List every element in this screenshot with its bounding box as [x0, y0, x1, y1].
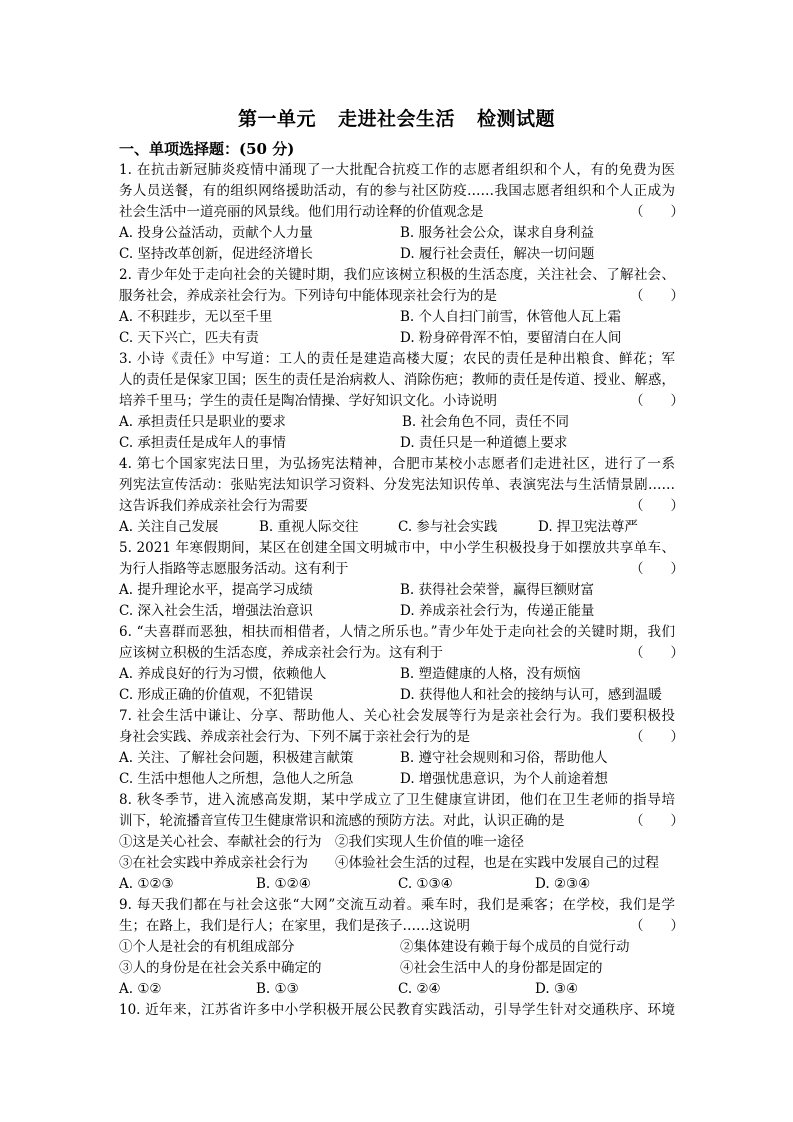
q8-statements-row-1: ①这是关心社会、奉献社会的行为 ②我们实现人生价值的唯一途径: [119, 834, 524, 850]
q4-stem-line-2: 列宪法宣传活动：张贴宪法知识学习资料、分发宪法知识传单、表演宪法与生活情景剧……: [119, 477, 675, 493]
q5-option-a: A. 提升理论水平，提高学习成绩: [119, 582, 313, 598]
q5-option-b: B. 获得社会荣誉，赢得巨额财富: [400, 582, 595, 598]
q7-options-row-2: [119, 769, 675, 790]
page-title: [0, 104, 793, 131]
q3-answer-bracket: （ ）: [630, 393, 684, 409]
q9-option-b: B. ①③: [256, 981, 299, 997]
q3-stem-line-3: 培养千里马；学生的责任是陶冶情操、学好知识文化。小诗说明: [119, 393, 497, 409]
q8-options-row: [119, 874, 675, 895]
q9-statements-row-1: [119, 937, 675, 958]
q1-options-row-2: [119, 244, 675, 265]
q4-option-d: D. 捍卫宪法尊严: [538, 519, 638, 535]
q7-stem-line-2: 身社会实践、养成亲社会行为、下列不属于亲社会行为的是: [119, 729, 470, 745]
q8-stem-line-2: 训下，轮流播音宣传卫生健康常识和流感的预防方法。对此，认识正确的是: [119, 813, 565, 829]
q8-statements-row-2: ③在社会实践中养成亲社会行为 ④体验社会生活的过程，也是在实践中发展自己的过程: [119, 855, 659, 871]
q3-option-a: A. 承担责任只是职业的要求: [119, 414, 286, 430]
q8-option-b: B. ①②④: [256, 876, 311, 892]
q6-options-row-2: [119, 685, 675, 706]
q6-option-d: D. 获得他人和社会的接纳与认可，感到温暖: [400, 687, 662, 703]
q2-answer-bracket: （ ）: [630, 288, 684, 304]
q2-option-b: B. 个人自扫门前雪，休管他人瓦上霜: [400, 309, 622, 325]
q6-options-row-1: [119, 664, 675, 685]
q7-option-d: D. 增强忧患意识，为个人前途着想: [400, 771, 608, 787]
q9-answer-bracket: （ ）: [630, 918, 684, 934]
q9-stem-line-1: 9. 每天我们都在与社会这张“大网”交流互动着。乘车时，我们是乘客；在学校，我们是学: [119, 897, 675, 913]
q9-statement-1: ①个人是社会的有机组成部分: [119, 939, 295, 955]
title-part-3: 检测试题: [477, 108, 556, 130]
q5-option-d: D. 养成亲社会行为，传递正能量: [400, 603, 595, 619]
q8-option-d: D. ②③④: [535, 876, 591, 892]
q3-stem-line-2: 人的责任是保家卫国；医生的责任是治病救人、消除伤疤；教师的责任是传道、授业、解惑，: [119, 372, 675, 388]
q10-stem-line-1: 10. 近年来，江苏省许多中小学积极开展公民教育实践活动，引导学生针对交通秩序、环境: [119, 1002, 675, 1018]
q4-option-b: B. 重视人际交往: [259, 519, 359, 535]
q7-option-c: C. 生活中想他人之所想，急他人之所急: [119, 771, 354, 787]
q9-options-row: [119, 979, 675, 1000]
q5-option-c: C. 深入社会生活，增强法治意识: [119, 603, 313, 619]
q8-option-a: A. ①②③: [119, 876, 174, 892]
q4-stem-line-1: 4. 第七个国家宪法日里，为弘扬宪法精神，合肥市某校小志愿者们走进社区，进行了一系: [119, 456, 675, 472]
q5-options-row-2: [119, 601, 675, 622]
title-part-1: 第一单元: [237, 108, 316, 130]
q4-option-a: A. 关注自己发展: [119, 519, 219, 535]
q4-option-c: C. 参与社会实践: [398, 519, 498, 535]
q9-statement-2: ②集体建设有赖于每个成员的自觉行动: [400, 939, 630, 955]
q7-option-a: A. 关注、了解社会问题，积极建言献策: [119, 750, 354, 766]
q5-stem-line-1: 5. 2021 年寒假期间，某区在创建全国文明城市中，中小学生积极投身于如摆放共享单车、: [119, 540, 675, 556]
q9-statement-3: ③人的身份是在社会关系中确定的: [119, 960, 322, 976]
q2-option-c: C. 天下兴亡，匹夫有责: [119, 330, 259, 346]
q3-option-c: C. 承担责任是成年人的事情: [119, 435, 286, 451]
q2-options-row-1: [119, 307, 675, 328]
q9-option-a: A. ①②: [119, 981, 162, 997]
q1-option-a: A. 投身公益活动，贡献个人力量: [119, 225, 313, 241]
q4-stem-line-3: 这告诉我们养成亲社会行为需要: [119, 498, 308, 514]
q9-stem-line-2: 生；在路上，我们是行人；在家里，我们是孩子……这说明: [119, 918, 470, 934]
q6-answer-bracket: （ ）: [630, 645, 684, 661]
q2-stem-line-1: 2. 青少年处于走向社会的关键时期，我们应该树立积极的生活态度，关注社会、了解社会、: [119, 267, 675, 283]
q9-option-c: C. ②④: [398, 981, 441, 997]
q9-option-d: D. ③④: [535, 981, 579, 997]
q6-stem-line-2: 应该树立积极的生活态度，养成亲社会行为。这有利于: [119, 645, 443, 661]
q1-stem-line-2: 务人员送餐，有的组织网络援助活动，有的参与社区防疫……我国志愿者组织和个人正成为: [119, 183, 675, 199]
q7-options-row-1: [119, 748, 675, 769]
q3-options-row-2: [119, 433, 675, 454]
q9-statements-row-2: [119, 958, 675, 979]
q3-stem-line-1: 3. 小诗《责任》中写道：工人的责任是建造高楼大厦；农民的责任是种出粮食、鲜花；军: [119, 351, 675, 367]
q7-option-b: B. 遵守社会规则和习俗，帮助他人: [400, 750, 608, 766]
q9-statement-4: ④社会生活中人的身份都是固定的: [400, 960, 603, 976]
q2-stem-line-2: 服务社会，养成亲社会行为。下列诗句中能体现亲社会行为的是: [119, 288, 497, 304]
q4-options-row: [119, 517, 675, 538]
q8-stem-line-1: 8. 秋冬季节，进入流感高发期，某中学成立了卫生健康宣讲团，他们在卫生老师的指导培: [119, 792, 675, 808]
q1-stem-line-3: 社会生活中一道亮丽的风景线。他们用行动诠释的价值观念是: [119, 204, 484, 220]
q5-answer-bracket: （ ）: [630, 561, 684, 577]
q3-options-row-1: [119, 412, 675, 433]
q8-answer-bracket: （ ）: [630, 813, 684, 829]
section-heading: 一、单项选择题：(50 分): [119, 140, 295, 158]
q3-option-b: B. 社会角色不同，责任不同: [402, 414, 570, 430]
q6-stem-line-1: 6. “夫喜群而恶独，相扶而相借者，人情之所乐也。”青少年处于走向社会的关键时期，我们: [119, 624, 675, 640]
q2-option-d: D. 粉身碎骨浑不怕，要留清白在人间: [400, 330, 622, 346]
q4-answer-bracket: （ ）: [630, 498, 684, 514]
title-part-2: 走进社会生活: [337, 108, 455, 130]
q6-option-b: B. 塑造健康的人格，没有烦恼: [400, 666, 581, 682]
q1-answer-bracket: （ ）: [630, 204, 684, 220]
q1-stem-line-1: 1. 在抗击新冠肺炎疫情中涌现了一大批配合抗疫工作的志愿者组织和个人，有的免费为医: [119, 162, 675, 178]
q5-options-row-1: [119, 580, 675, 601]
q2-option-a: A. 不积跬步，无以至千里: [119, 309, 273, 325]
q2-options-row-2: [119, 328, 675, 349]
q1-option-b: B. 服务社会公众，谋求自身利益: [400, 225, 595, 241]
q6-option-c: C. 形成正确的价值观，不犯错误: [119, 687, 313, 703]
q6-option-a: A. 养成良好的行为习惯，依赖他人: [119, 666, 327, 682]
q8-option-c: C. ①③④: [398, 876, 453, 892]
q1-options-row-1: [119, 223, 675, 244]
q7-answer-bracket: （ ）: [630, 729, 684, 745]
q5-stem-line-2: 为行人指路等志愿服务活动。这有利于: [119, 561, 349, 577]
q7-stem-line-1: 7. 社会生活中谦让、分享、帮助他人、关心社会发展等行为是亲社会行为。我们要积极投: [119, 708, 675, 724]
q1-option-c: C. 坚持改革创新，促进经济增长: [119, 246, 313, 262]
q3-option-d: D. 责任只是一种道德上要求: [400, 435, 568, 451]
q1-option-d: D. 履行社会责任，解决一切问题: [400, 246, 595, 262]
